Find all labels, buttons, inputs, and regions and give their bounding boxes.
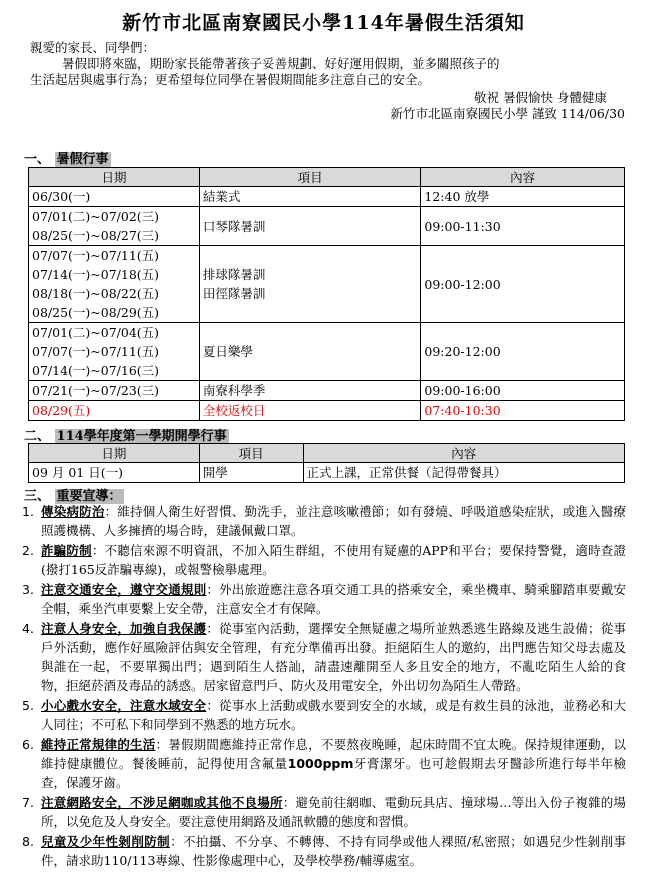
header-item: 項目: [199, 444, 303, 463]
schedule-dates: [29, 323, 200, 381]
schedule-content: 09:00-16:00: [421, 381, 625, 401]
schedule-date: 07/01(二)~07/04(五): [32, 325, 160, 340]
notes-list: [22, 502, 626, 871]
header-item: 項目: [199, 168, 420, 187]
signature: 新竹市北區南寮國民小學 謹致 114/06/30: [390, 106, 625, 121]
schedule-item: 夏日樂學: [202, 344, 253, 359]
note-number: 6.: [22, 737, 34, 752]
header-content: 內容: [421, 168, 625, 187]
section1-number: 一、: [24, 152, 51, 167]
note-item: [22, 735, 626, 792]
schedule-date: 08/29(五): [32, 403, 91, 418]
schedule-items: [199, 187, 420, 207]
schedule-content: 07:40-10:30: [421, 401, 625, 421]
summer-schedule-table: [28, 167, 625, 421]
note-text: ：不聽信來源不明資訊，不加入陌生群組，不使用有疑慮的APP和平台；要保持警覺，適時查證(撥打165反詐騙專線)，或報警檢舉處理。: [41, 543, 626, 577]
schedule-content: 09:20-12:00: [421, 323, 625, 381]
note-item: [22, 696, 626, 734]
semester-table: [28, 443, 625, 483]
section2-number: 二、: [24, 429, 51, 444]
intro-line-2: 生活起居與處事行為；更希望每位同學在暑假期間能多注意自己的安全。: [30, 72, 431, 87]
schedule-items: [199, 323, 420, 381]
schedule-items: [199, 207, 420, 246]
note-heading: 詐騙防制: [41, 543, 92, 558]
schedule-date: 08/25(一)~08/27(三): [32, 228, 160, 243]
note-number: 4.: [22, 621, 34, 636]
note-text: ：維持個人衛生好習慣、勤洗手，並注意咳嗽禮節；如有發燒、呼吸道感染症狀，或進入醫療照護機構、人多擁擠的場合時，建議佩戴口罩。: [41, 504, 626, 538]
note-item: [22, 793, 626, 831]
section2-heading: [24, 425, 229, 444]
note-number: 2.: [22, 543, 34, 558]
note-text: ：外出旅遊應注意各項交通工具的搭乘安全，乘坐機車、騎乘腳踏車要戴安全帽，乘坐汽車要繫上安全帶，注意安全才有保障。: [41, 582, 626, 616]
note-emphasis: 1000ppm: [287, 756, 354, 771]
schedule-dates: [29, 207, 200, 246]
note-item: [22, 502, 626, 540]
schedule-date: 08/25(一)~08/29(五): [32, 305, 160, 320]
header-date: 日期: [29, 168, 200, 187]
semester-item: 開學: [199, 463, 303, 483]
note-heading: 小心戲水安全，注意水域安全: [41, 698, 207, 713]
schedule-item: 田徑隊暑訓: [202, 286, 266, 301]
note-heading: 注意交通安全，遵守交通規則: [41, 582, 207, 597]
note-item: [22, 580, 626, 618]
table-row: [29, 401, 625, 421]
schedule-items: [199, 381, 420, 401]
note-heading: 兒童及少年性剝削防制: [41, 834, 171, 849]
schedule-content: 09:00-11:30: [421, 207, 625, 246]
section3-number: 三、: [24, 489, 51, 504]
schedule-item: 排球隊暑訓: [202, 267, 266, 282]
note-item: [22, 832, 626, 870]
schedule-date: 06/30(一): [32, 189, 91, 204]
note-text: ：從事室內活動，選擇安全無疑慮之場所並熟悉逃生路線及逃生設備；從事戶外活動，應作好風險評估與安全管理，有充分準備再出發。拒絕陌生人的邀約，出門應告知父母去處及與誰在一起，不要單獨出門；遇到陌生人搭訕，請盡速離開至人多且安全的地方，不亂吃陌生人給的食物，拒絕菸酒及毒品的誘惑。居家留意門戶、防火及用電安全，外出切勿為陌生人帶路。: [41, 621, 626, 693]
note-text: ：不拍攝、不分享、不轉傳、不持有同學或他人裸照/私密照；如遇兒少性剝削事件，請求助110/113專線、性影像處理中心，及學校學務/輔導處室。: [41, 834, 626, 868]
schedule-item: 結業式: [202, 189, 241, 204]
schedule-items: [199, 401, 420, 421]
note-heading: 維持正常規律的生活: [41, 737, 156, 752]
note-text: ：暑假期間應維持正常作息，不要熬夜晚睡，起床時間不宜太晚。保持規律運動，以維持健康體位。餐後睡前，記得使用含氟量: [41, 737, 626, 771]
schedule-date: 07/14(一)~07/18(五): [32, 267, 160, 282]
note-item: [22, 541, 626, 579]
greeting: 親愛的家長、同學們：: [30, 40, 156, 55]
note-heading: 傳染病防治: [41, 504, 105, 519]
semester-date: 09 月 01 日(一): [29, 463, 200, 483]
schedule-content: 09:00-12:00: [421, 246, 625, 323]
schedule-item: 南寮科學季: [202, 383, 266, 398]
semester-content: 正式上課，正常供餐（記得帶餐具）: [303, 463, 624, 483]
schedule-dates: [29, 381, 200, 401]
note-text: 牙膏潔牙。也可趁假期去牙醫診所進行每半年檢查，保護牙齒。: [41, 756, 626, 790]
schedule-date: 07/21(一)~07/23(三): [32, 383, 160, 398]
note-heading: 注意網路安全，不涉足網咖或其他不良場所: [41, 795, 283, 810]
table-row: [29, 323, 625, 381]
table-row: [29, 187, 625, 207]
note-number: 3.: [22, 582, 34, 597]
schedule-item: 口琴隊暑訓: [202, 218, 266, 234]
intro-line-1: 暑假即將來臨，期盼家長能帶著孩子妥善規劃、好好運用假期，並多關照孩子的: [62, 56, 500, 71]
schedule-dates: [29, 246, 200, 323]
schedule-dates: [29, 187, 200, 207]
section1-heading: [24, 148, 111, 167]
note-text: ：從事水上活動或戲水要到安全的水域，或是有救生員的泳池，並務必和大人同往；不可私下和同學到不熟悉的地方玩水。: [41, 698, 626, 732]
note-number: 8.: [22, 834, 34, 849]
header-date: 日期: [29, 444, 200, 463]
schedule-content: 12:40 放學: [421, 187, 625, 207]
schedule-dates: [29, 401, 200, 421]
schedule-date: 08/18(一)~08/22(五): [32, 286, 160, 301]
schedule-date: 07/07(一)~07/11(五): [32, 344, 160, 359]
section1-title: 暑假行事: [56, 152, 109, 167]
schedule-item: 全校返校日: [202, 403, 266, 418]
table-row: [29, 246, 625, 323]
page-title: 新竹市北區南寮國民小學114年暑假生活須知: [122, 12, 525, 34]
section2-title: 114學年度第一學期開學行事: [56, 429, 227, 444]
note-text: ：避免前往網咖、電動玩具店、撞球場…等出入份子複雜的場所，以免危及人身安全。要注意使用網路及通訊軟體的態度和習慣。: [41, 795, 626, 829]
note-number: 7.: [22, 795, 34, 810]
note-number: 5.: [22, 698, 34, 713]
schedule-date: 07/14(一)~07/16(三): [32, 363, 160, 378]
note-item: [22, 619, 626, 695]
schedule-date: 07/07(一)~07/11(五): [32, 248, 160, 263]
schedule-items: [199, 246, 420, 323]
note-number: 1.: [22, 504, 34, 519]
table-row: [29, 381, 625, 401]
schedule-date: 07/01(二)~07/02(三): [32, 209, 160, 224]
section3-title: 重要宣導：: [56, 489, 122, 504]
note-heading: 注意人身安全，加強自我保護: [41, 621, 207, 636]
table-row: [29, 207, 625, 246]
table-header-row: [29, 444, 625, 463]
table-header-row: [29, 168, 625, 187]
table-row: [29, 463, 625, 483]
header-content: 內容: [303, 444, 624, 463]
blessing: 敬祝 暑假愉快 身體健康: [474, 90, 607, 105]
